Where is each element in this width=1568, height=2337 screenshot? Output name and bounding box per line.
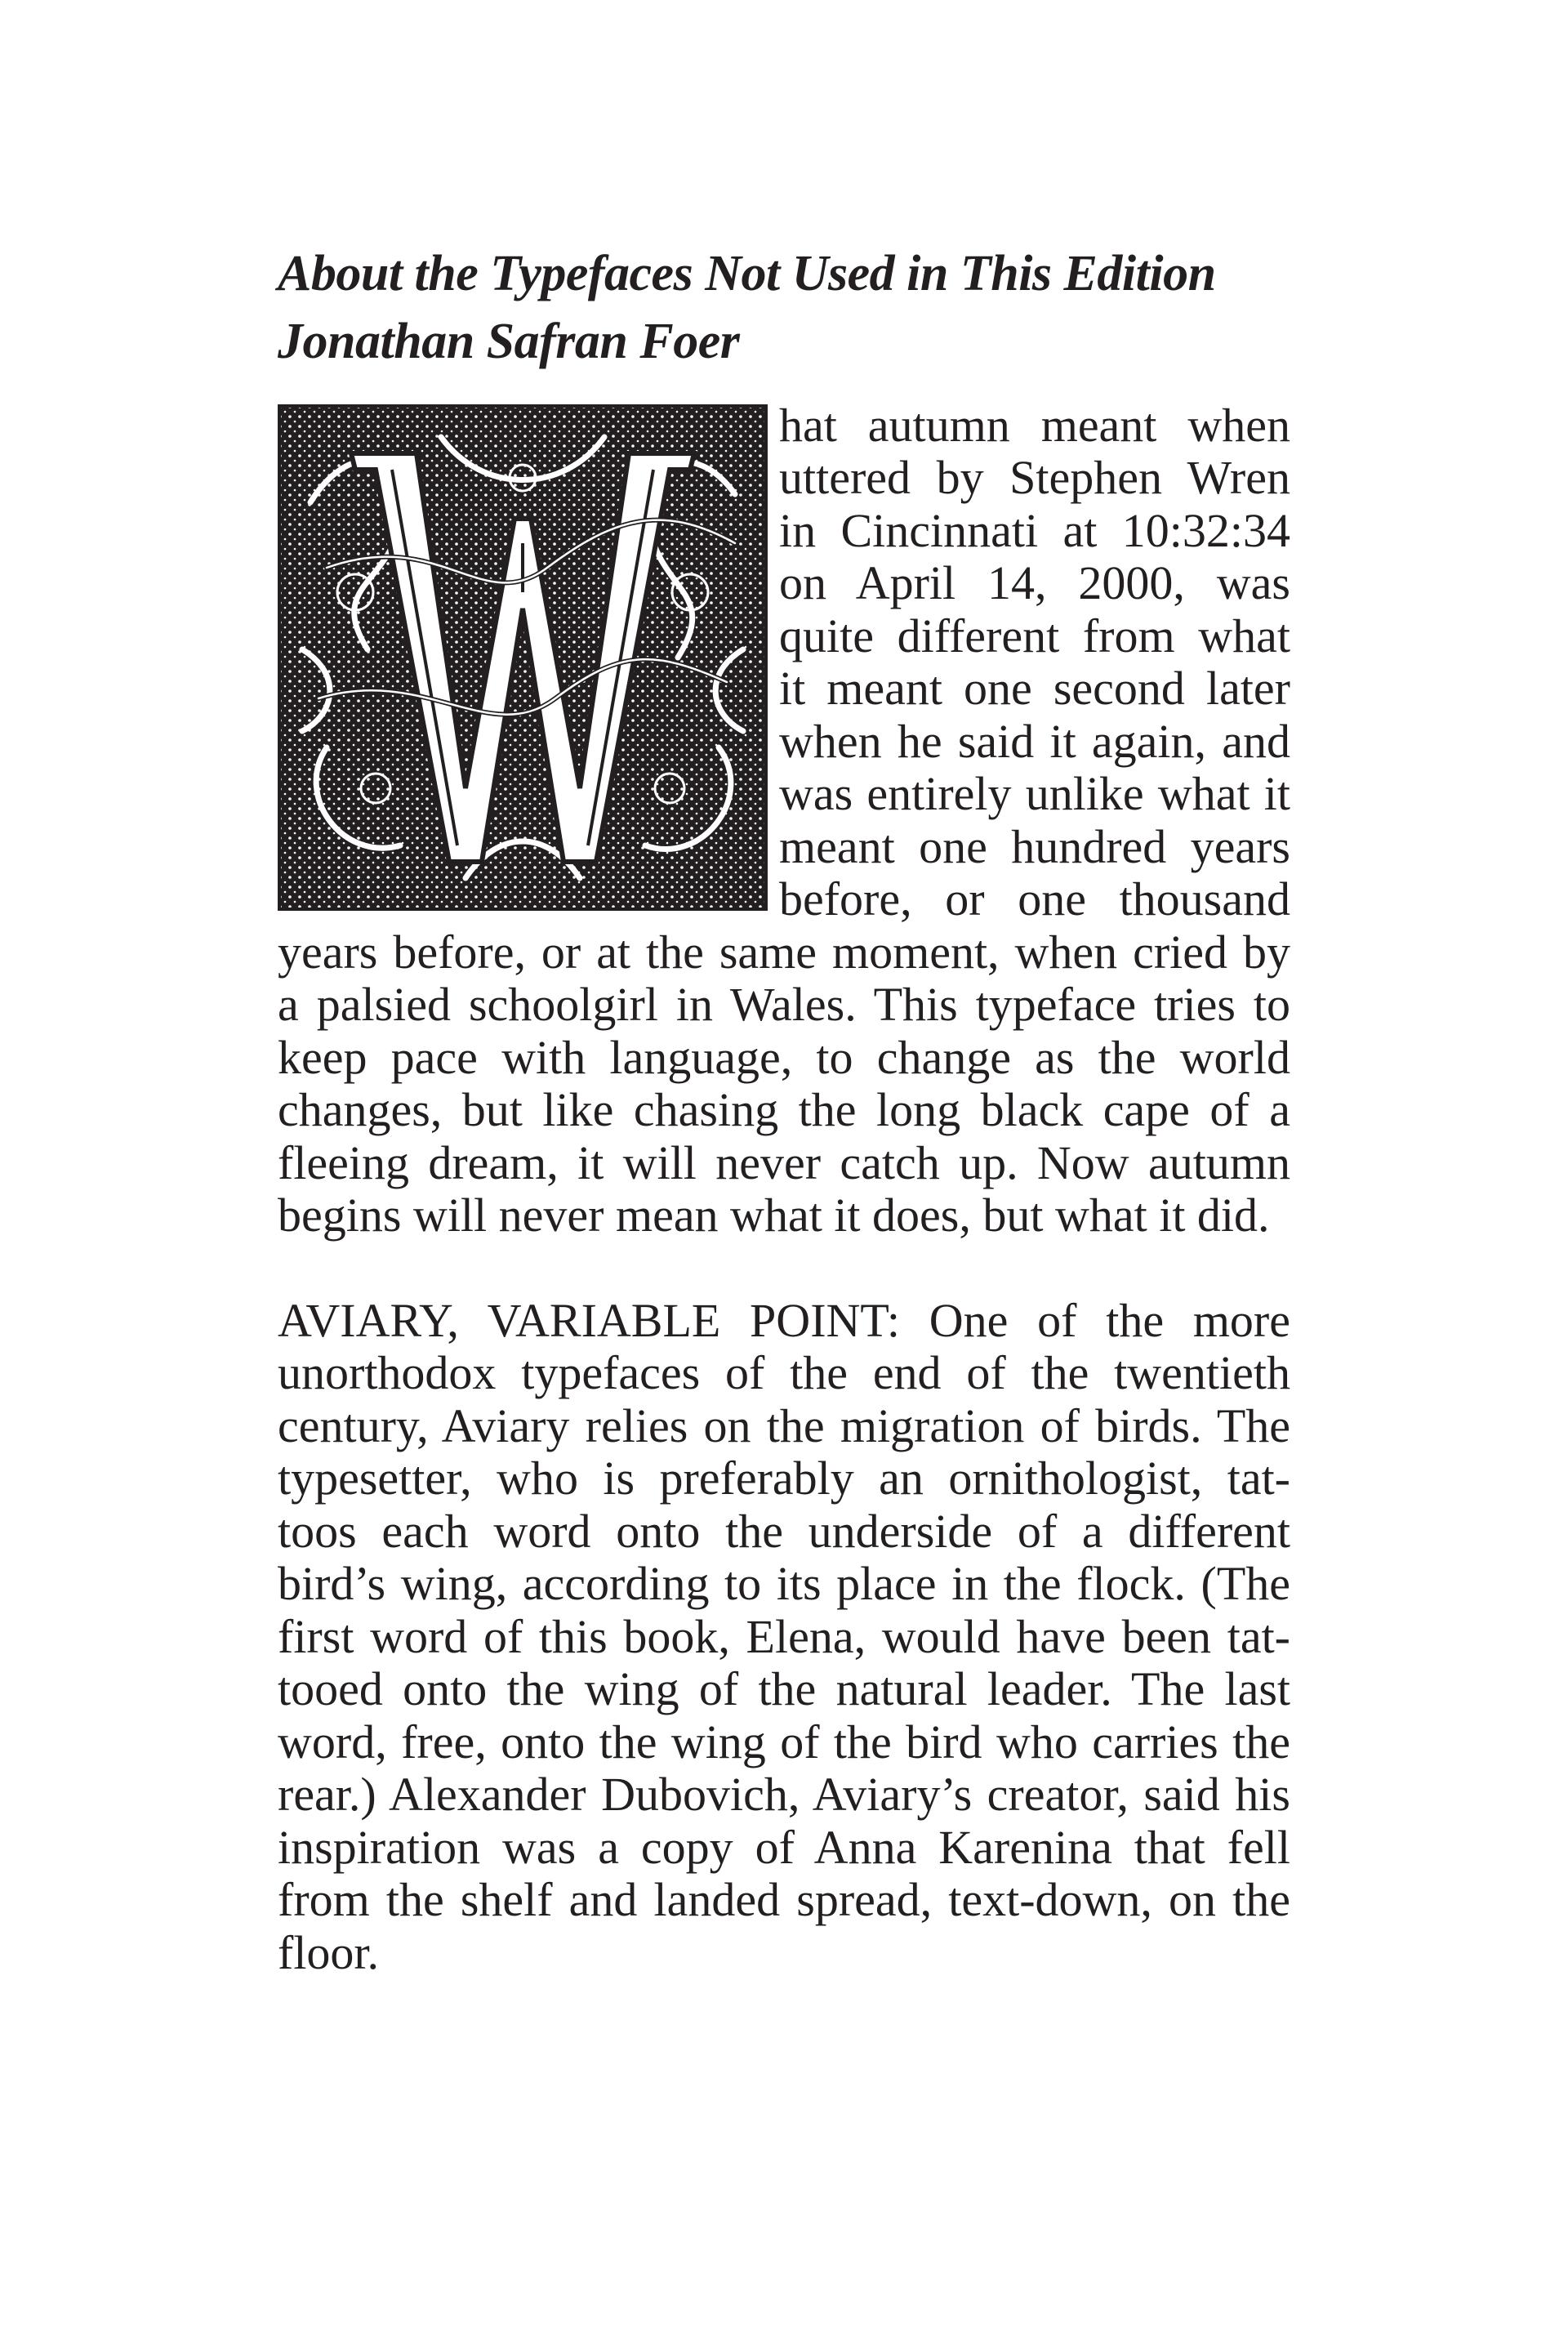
paragraph-1-text: hat autumn meant when uttered by Stephen Wren in Cincinnati at 10:32:34 on April 14, 2000, was quite different from what it meant one second later when he said it again, and was entirely unlike what it meant one hundred years before, or one thousand years before, or at the same moment, when cried by a palsied schoolgirl in Wales. This typeface tries to keep pace with language, to change as the world changes, but like chasing the long black cape of a fleeing dream, it will never catch up. Now autumn begins will never mean what it does, but what it did. — [278, 398, 1290, 1242]
paragraph-1 — [278, 399, 1290, 1242]
paragraph-2: AVIARY, VARIABLE POINT: One of the more unorthodox typefaces of the end of the twentieth century, Aviary relies on the migration of birds. The typesetter, who is preferably an ornithologist, tat-toos each word onto the underside of a different bird’s wing, according to its place in the flock. (The first word of this book, Elena, would have been tat-tooed onto the wing of the natural leader. The last word, free, onto the wing of the bird who carries the rear.) Alexander Dubovich, Aviary’s creator, said his inspiration was a copy of Anna Karenina that fell from the shelf and landed spread, text-down, on the floor. — [278, 1293, 1290, 1979]
ornate-w-initial-icon — [278, 404, 768, 911]
article — [278, 245, 1290, 1979]
article-author: Jonathan Safran Foer — [278, 314, 740, 370]
article-title: About the Typefaces Not Used in This Edition — [278, 246, 1216, 301]
